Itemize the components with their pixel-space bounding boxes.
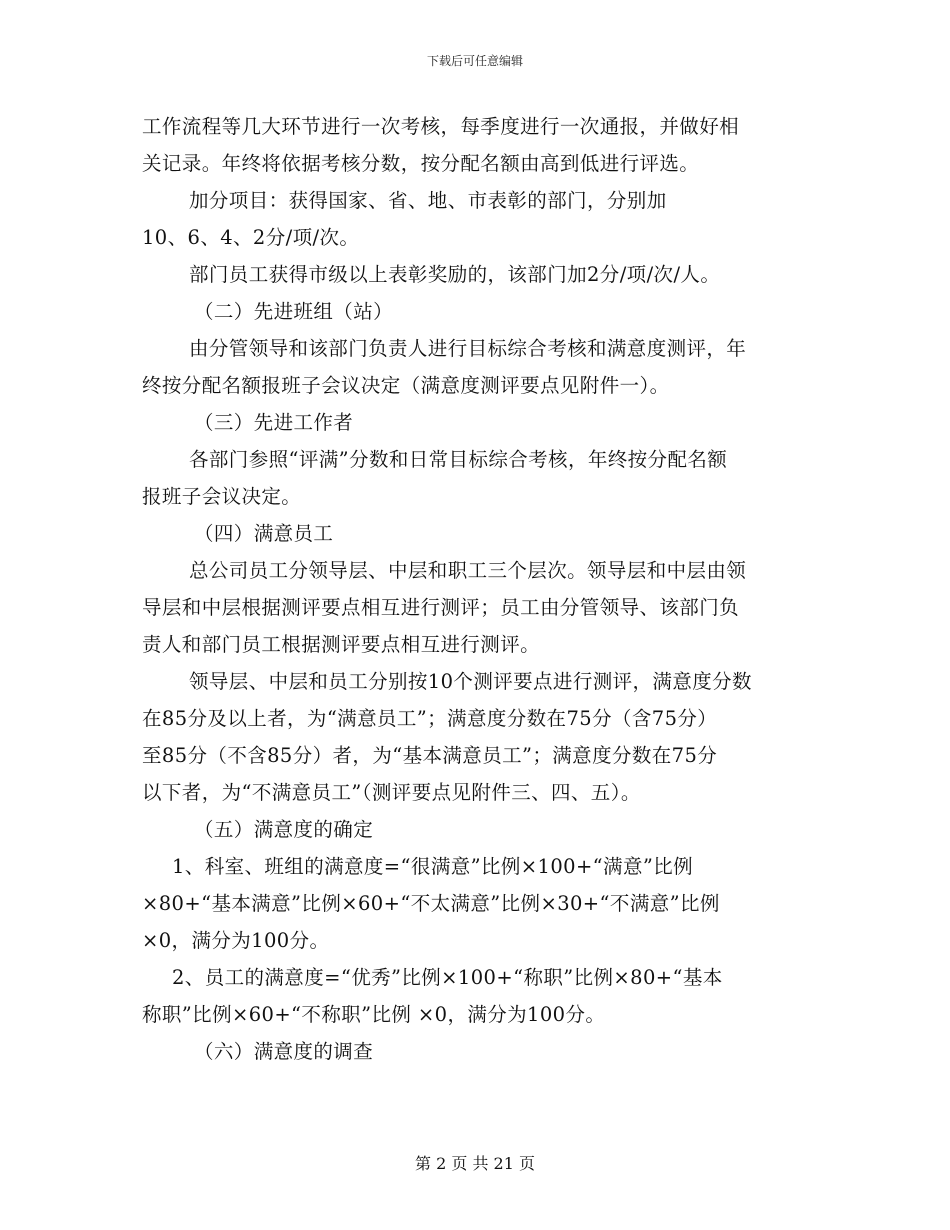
body-line: 责人和部门员工根据测评要点相互进行测评。 [142, 633, 541, 656]
body-line: 部门员工获得市级以上表彰奖励的，该部门加2分/项/次/人。 [189, 263, 721, 286]
section-heading: （五）满意度的确定 [194, 818, 374, 841]
body-line: 以下者，为“不满意员工”（测评要点见附件三、四、五）。 [142, 781, 641, 804]
body-line: 各部门参照“评满”分数和日常目标综合考核，年终按分配名额 [189, 448, 728, 471]
body-line: 2、员工的满意度=“优秀”比例×100+“称职”比例×80+“基本 [172, 966, 723, 989]
body-line: 10、6、4、2分/项/次。 [142, 226, 360, 249]
section-heading: （三）先进工作者 [194, 411, 354, 434]
section-heading: （二）先进班组（站） [194, 300, 394, 323]
body-line: 终按分配名额报班子会议决定（满意度测评要点见附件一）。 [142, 374, 670, 397]
body-line: 领导层、中层和员工分别按10个测评要点进行测评，满意度分数 [189, 670, 752, 693]
section-heading: （六）满意度的调查 [194, 1040, 374, 1063]
page-header: 下载后可任意编辑 [426, 54, 523, 68]
body-line: 总公司员工分领导层、中层和职工三个层次。领导层和中层由领 [189, 559, 747, 582]
body-line: ×80+“基本满意”比例×60+“不太满意”比例×30+“不满意”比例 [142, 892, 720, 915]
page-footer: 第 2 页 共 21 页 [415, 1154, 535, 1173]
document-body [142, 108, 810, 1070]
body-line: 在85分及以上者，为“满意员工”；满意度分数在75分（含75分） [142, 707, 718, 730]
body-line: 称职”比例×60+“不称职”比例 ×0，满分为100分。 [142, 1003, 606, 1026]
body-line: 关记录。年终将依据考核分数，按分配名额由高到低进行评选。 [142, 152, 700, 175]
body-line: 工作流程等几大环节进行一次考核，每季度进行一次通报，并做好相 [142, 115, 740, 138]
body-line: 至85分（不含85分）者，为“基本满意员工”；满意度分数在75分 [142, 744, 718, 767]
section-heading: （四）满意员工 [194, 522, 334, 545]
body-line: 加分项目：获得国家、省、地、市表彰的部门，分别加 [189, 189, 667, 212]
body-line: 报班子会议决定。 [142, 485, 302, 508]
body-line: 导层和中层根据测评要点相互进行测评；员工由分管领导、该部门负 [142, 596, 740, 619]
body-line: 1、科室、班组的满意度=“很满意”比例×100+“满意”比例 [172, 855, 694, 878]
body-line: 由分管领导和该部门负责人进行目标综合考核和满意度测评，年 [189, 337, 747, 360]
body-line: ×0，满分为100分。 [142, 929, 330, 952]
